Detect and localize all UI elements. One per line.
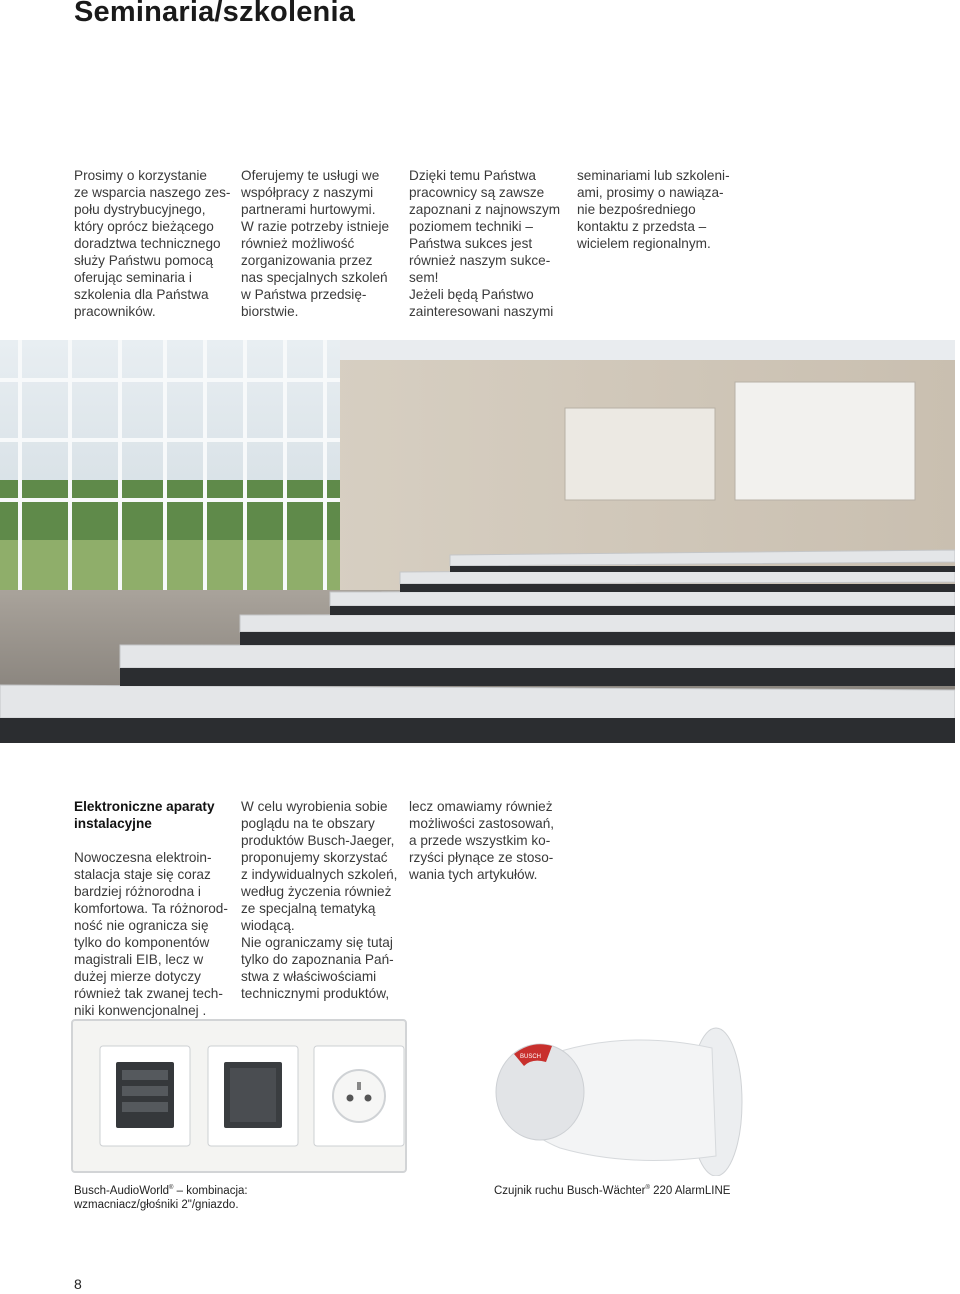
caption-audioworld-brand: Busch-AudioWorld [74, 1184, 170, 1197]
section-text-1: Nowoczesna elektroin- stalacja staje się coraz bardziej różnorodna i komfortowa. Ta różnorod- ność nie ogranicza się tylko do komponentów magistrali EIB, lecz w dużej mierze dotyczy również tak zwanej tech- niki konwencjonalnej . [74, 850, 228, 1018]
registered-mark: ® [169, 1185, 174, 1191]
caption-sensor-text: 220 AlarmLINE [649, 1184, 731, 1197]
switch-frame-photo [68, 1018, 408, 1176]
section-column-2 [241, 781, 401, 1019]
section-heading: Elektroniczne aparaty instalacyjne [74, 799, 215, 831]
caption-sensor-brand: Czujnik ruchu Busch-Wächter [494, 1184, 646, 1197]
intro-column-3 [409, 150, 569, 337]
intro-column-2 [241, 150, 401, 337]
intro-column-1 [74, 150, 234, 337]
intro-text-3: Dzięki temu Państwa pracownicy są zawsze zapoznani z najnowszym poziomem techniki – Państwa sukces jest również naszym sukce- sem! Jeżeli będą Państwo zainteresowani naszymi [409, 168, 561, 319]
intro-column-4 [577, 150, 737, 269]
section-text-3: lecz omawiamy również możliwości zastosowań, a przede wszystkim ko- rzyści płynące ze stoso- wania tych artykułów. [409, 799, 555, 882]
section-column-3 [409, 781, 569, 900]
intro-text-4: seminariami lub szkoleni- ami, prosimy o nawiąza- nie bezpośredniego kontaktu z przedsta – wicielem regionalnym. [577, 168, 730, 251]
motion-sensor-photo [480, 1018, 760, 1176]
page-number: 8 [74, 1276, 82, 1292]
intro-text-1: Prosimy o korzystanie ze wsparcia naszego zes- połu dystrybucyjnego, który oprócz bieżącego doradztwa technicznego służy Państwu pomocą oferując seminaria i szkolenia dla Państwa pracowników. [74, 168, 231, 319]
page-title: Seminaria/szkolenia [74, 0, 356, 28]
lecture-hall-photo [0, 340, 955, 743]
svg-text:BUSCH: BUSCH [520, 1054, 542, 1060]
caption-audioworld [74, 1181, 248, 1212]
section-column-1 [74, 781, 234, 1036]
caption-audioworld-text: – kombinacja: wzmacniacz/głośniki 2"/gniazdo. [74, 1184, 248, 1211]
section-text-2: W celu wyrobienia sobie poglądu na te obszary produktów Busch-Jaeger, proponujemy skorzystać z indywidualnych szkoleń, według życzenia również ze specjalną tematyką wiodącą. Nie ograniczamy się tutaj tylko do zapoznania Pań- stwa z właściwościami technicznymi produktów, [241, 799, 398, 1001]
intro-text-2: Oferujemy te usługi we współpracy z naszymi partnerami hurtowymi. W razie potrzeby istnieje również możliwość zorganizowania przez nas specjalnych szkoleń w Państwa przedsię- biorstwie. [241, 168, 390, 319]
caption-motion-sensor [494, 1181, 730, 1198]
registered-mark: ® [645, 1185, 650, 1191]
